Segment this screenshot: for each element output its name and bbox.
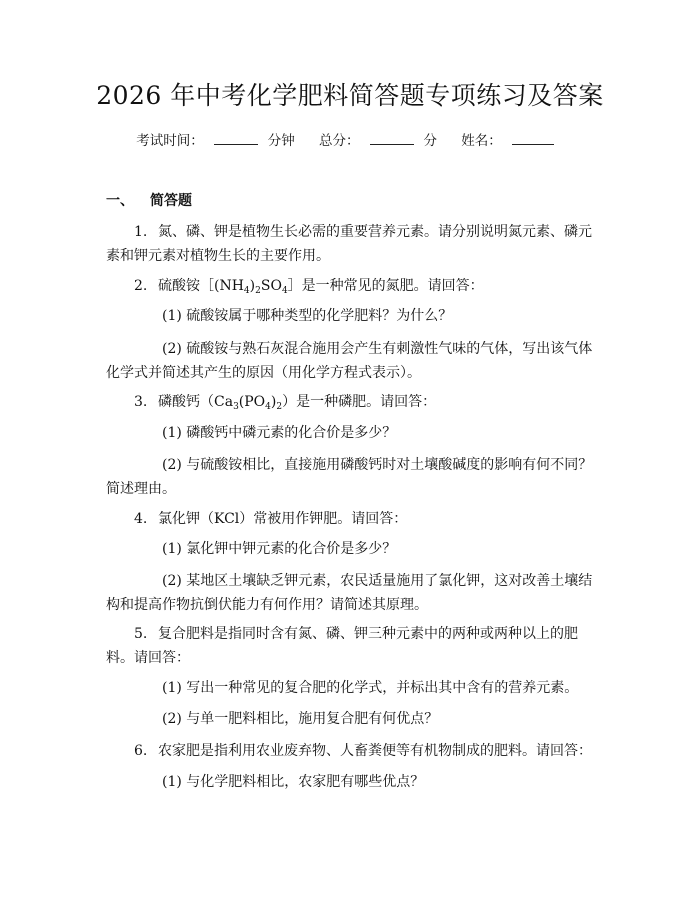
time-blank	[214, 130, 258, 145]
question-6: 6. 农家肥是指利用农业废弃物、人畜粪便等有机物制成的肥料。请回答：	[134, 743, 592, 759]
question-3-sub-2: (2) 与硫酸铵相比，直接施用磷酸钙时对土壤酸碱度的影响有何不同？简述理由。	[106, 457, 593, 497]
question-3-sub-1: (1) 磷酸钙中磷元素的化合价是多少？	[162, 425, 397, 441]
student-name: 姓名：	[461, 130, 564, 152]
question-5-sub-2: (2) 与单一肥料相比，施用复合肥有何优点？	[162, 711, 439, 727]
question-6-sub-1: (1) 与化学肥料相比，农家肥有哪些优点？	[162, 774, 425, 790]
question-4: 4. 氯化钾（KCl）常被用作钾肥。请回答：	[134, 511, 408, 527]
name-blank	[512, 130, 554, 145]
document-title: 2026 年中考化学肥料简答题专项练习及答案	[96, 81, 604, 110]
question-4-sub-1: (1) 氯化钾中钾元素的化合价是多少？	[162, 541, 397, 557]
section-title: 简答题	[150, 193, 192, 209]
question-2-sub-2: (2) 硫酸铵与熟石灰混合施用会产生有刺激性气味的气体，写出该气体化学式并简述其产生的原因（用化学方程式表示）。	[106, 341, 593, 381]
exam-time: 考试时间： 分钟	[136, 130, 295, 152]
question-3: 3. 磷酸钙$(Ca_3(PO_4)_2)$是一种磷肥。请回答：	[134, 394, 437, 412]
question-2: 2. 硫酸铵$[(NH_4)_2SO_4]$是一种常见的氮肥。请回答：	[134, 278, 484, 296]
total-score: 总分： 分	[319, 130, 437, 152]
exam-info-line	[0, 130, 700, 152]
question-2-sub-1: (1) 硫酸铵属于哪种类型的化学肥料？为什么？	[162, 308, 453, 324]
score-blank	[370, 130, 414, 145]
section-number: 一、	[106, 193, 134, 209]
question-1: 1. 氮、磷、钾是植物生长必需的重要营养元素。请分别说明氮元素、磷元素和钾元素对植物生长的主要作用。	[106, 224, 592, 264]
question-4-sub-2: (2) 某地区土壤缺乏钾元素，农民适量施用了氯化钾，这对改善土壤结构和提高作物抗倒伏能力有何作用？请简述其原理。	[106, 573, 593, 613]
question-5: 5. 复合肥料是指同时含有氮、磷、钾三种元素中的两种或两种以上的肥料。请回答：	[106, 626, 578, 666]
question-5-sub-1: (1) 写出一种常见的复合肥的化学式，并标出其中含有的营养元素。	[162, 680, 579, 696]
section-heading	[106, 190, 192, 212]
